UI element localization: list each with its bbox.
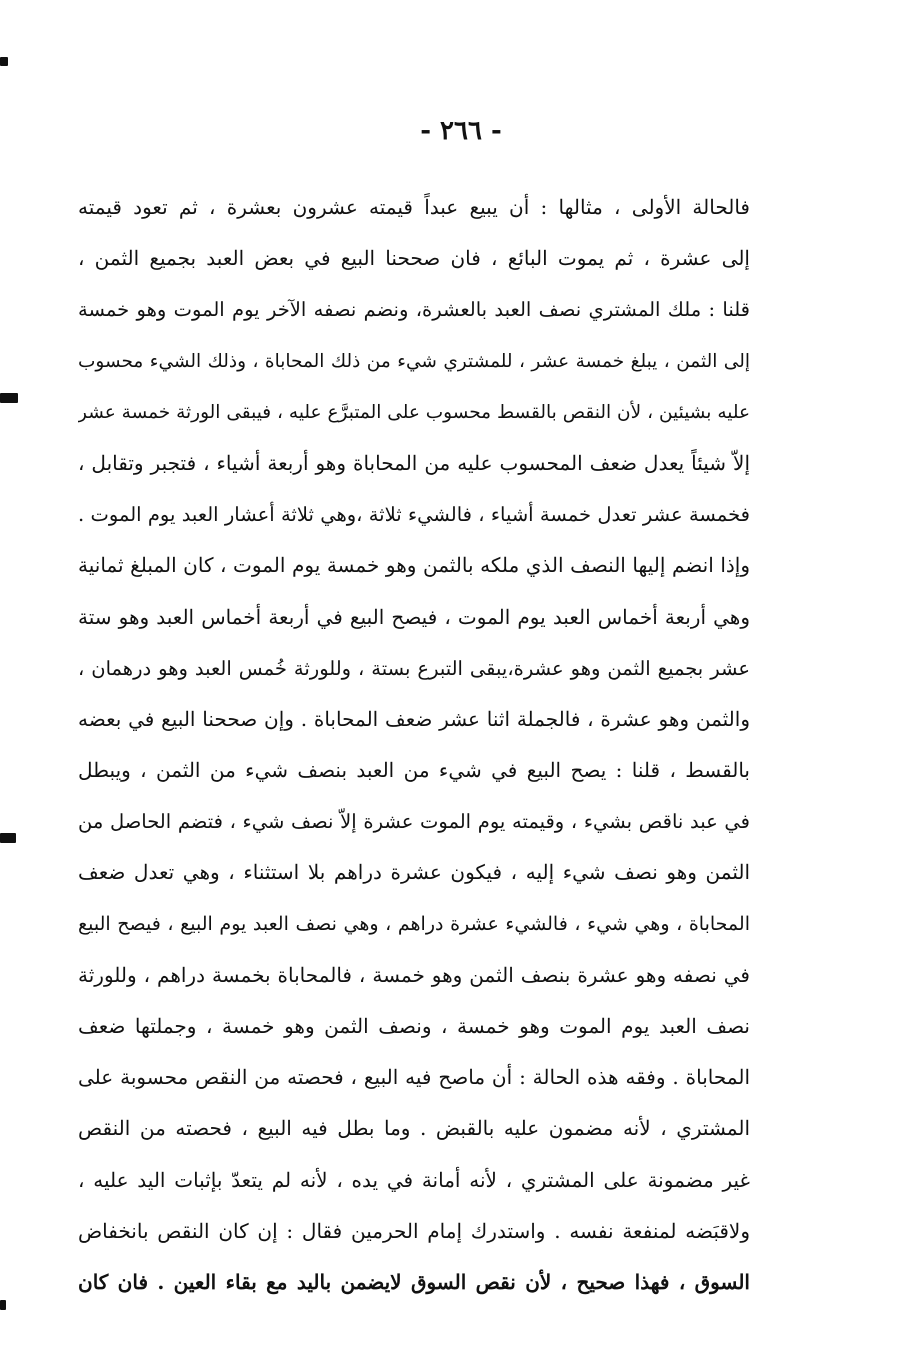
- text-line: في نصفه وهو عشرة بنصف الثمن وهو خمسة ، فالمحاباة بخمسة دراهم ، وللورثة: [78, 962, 750, 987]
- text-line: الثمن وهو نصف شيء إليه ، فيكون عشرة دراهم بلا استثناء ، وهي تعدل ضعف: [78, 860, 750, 885]
- text-line: إلى عشرة ، ثم يموت البائع ، فان صححنا البيع في بعض العبد بجميع الثمن ،: [78, 246, 750, 271]
- scan-edge-mark: [0, 393, 18, 403]
- text-line: فالحالة الأولى ، مثالها : أن يبيع عبداً قيمته عشرون بعشرة ، ثم تعود قيمته: [78, 195, 750, 219]
- scan-edge-mark: [0, 833, 16, 843]
- text-line: المحاباة ، وهي شيء ، فالشيء عشرة دراهم ، وهي نصف العبد يوم البيع ، فيصح البيع: [78, 912, 750, 935]
- text-line: إلاّ شيئاً يعدل ضعف المحسوب عليه من المحاباة وهو أربعة أشياء ، فتجبر وتقابل ،: [78, 450, 750, 475]
- text-line: في عبد ناقص بشيء ، وقيمته يوم الموت عشرة إلاّ نصف شيء ، فتضم الحاصل من: [78, 810, 750, 834]
- text-line: فخمسة عشر تعدل خمسة أشياء ، فالشيء ثلاثة ،وهي ثلاثة أعشار العبد يوم الموت .: [78, 503, 750, 527]
- text-line: عليه بشيئين ، لأن النقص بالقسط محسوب على المتبرَّع عليه ، فيبقى الورثة خمسة عشر: [78, 401, 750, 423]
- text-line: إلى الثمن ، يبلغ خمسة عشر ، للمشتري شيء من ذلك المحاباة ، وذلك الشيء محسوب: [78, 350, 750, 372]
- text-line: غير مضمونة على المشتري ، لأنه أمانة في يده ، لأنه لم يتعدّ بإثبات اليد عليه ،: [78, 1167, 750, 1192]
- scan-edge-mark: [0, 57, 8, 66]
- text-line: والثمن وهو عشرة ، فالجملة اثنا عشر ضعف المحاباة . وإن صححنا البيع في بعضه: [78, 706, 750, 731]
- text-line: قلنا : ملك المشتري نصف العبد بالعشرة، ونضم نصفه الآخر يوم الموت وهو خمسة: [78, 298, 750, 322]
- page-body-text: [78, 182, 750, 1308]
- page-number: - ٢٦٦ -: [420, 116, 502, 146]
- text-line: المحاباة . وفقه هذه الحالة : أن ماصح فيه البيع ، فحصته من النقص محسوبة على: [78, 1065, 750, 1090]
- text-line: نصف العبد يوم الموت وهو خمسة ، ونصف الثمن وهو خمسة ، وجملتها ضعف: [78, 1014, 750, 1038]
- text-line: المشتري ، لأنه مضمون عليه بالقبض . وما بطل فيه البيع ، فحصته من النقص: [78, 1116, 750, 1141]
- text-line: وإذا انضم إليها النصف الذي ملكه بالثمن وهو خمسة يوم الموت ، كان المبلغ ثمانية: [78, 553, 750, 578]
- text-line: عشر بجميع الثمن وهو عشرة،يبقى التبرع بستة ، وللورثة خُمس العبد وهو درهمان ،: [78, 656, 750, 680]
- text-line: السوق ، فهذا صحيح ، لأن نقص السوق لايضمن باليد مع بقاء العين . فان كان: [78, 1269, 750, 1294]
- text-line: ولاقبَضه لمنفعة نفسه . واستدرك إمام الحرمين فقال : إن كان النقص بانخفاض: [78, 1218, 750, 1243]
- text-line: بالقسط ، قلنا : يصح البيع في شيء من العبد بنصف شيء من الثمن ، ويبطل: [78, 758, 750, 783]
- text-line: وهي أربعة أخماس العبد يوم الموت ، فيصح البيع في أربعة أخماس العبد وهو ستة: [78, 604, 750, 629]
- scan-edge-mark: [0, 1300, 6, 1310]
